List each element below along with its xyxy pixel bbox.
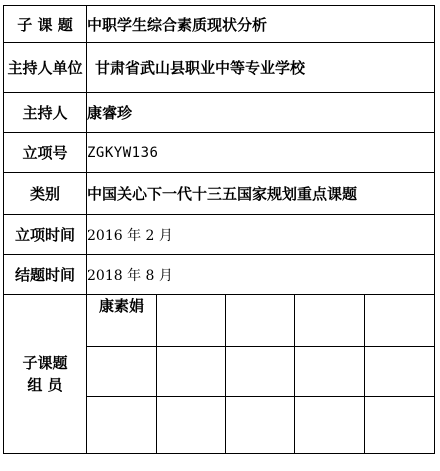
value-host: 康睿珍: [87, 93, 435, 133]
label-start-date: 立项时间: [4, 215, 87, 255]
member-cell-empty: [365, 347, 435, 397]
value-subtopic: 中职学生综合素质现状分析: [87, 6, 435, 43]
member-cell-empty: [365, 397, 435, 454]
label-group-members-line2: 组 员: [27, 376, 63, 394]
member-cell-empty: [87, 347, 157, 397]
label-host-unit: 主持人单位: [4, 43, 87, 93]
row-host: [4, 93, 435, 133]
row-project-number: [4, 133, 435, 173]
label-end-date: 结题时间: [4, 255, 87, 295]
member-cell-empty: [87, 397, 157, 454]
value-category: 中国关心下一代十三五国家规划重点课题: [87, 173, 435, 215]
member-cell-empty: [295, 295, 365, 347]
value-start-date: 2016 年 2 月: [87, 215, 435, 255]
value-host-unit: 甘肃省武山县职业中等专业学校: [87, 43, 435, 93]
row-category: [4, 173, 435, 215]
row-host-unit: [4, 43, 435, 93]
row-subtopic: [4, 6, 435, 43]
label-group-members-line1: 子课题: [22, 354, 68, 372]
member-cell-empty: [226, 397, 295, 454]
member-cell: 康素娟: [87, 295, 157, 347]
label-category: 类别: [4, 173, 87, 215]
label-project-number: 立项号: [4, 133, 87, 173]
project-info-table: [3, 5, 435, 454]
label-host: 主持人: [4, 93, 87, 133]
member-cell-empty: [157, 347, 226, 397]
label-group-members: [4, 295, 87, 454]
member-cell-empty: [226, 295, 295, 347]
members-row-1: [4, 295, 435, 347]
label-subtopic: 子 课 题: [4, 6, 87, 43]
row-end-date: [4, 255, 435, 295]
member-cell-empty: [365, 295, 435, 347]
member-cell-empty: [157, 295, 226, 347]
member-cell-empty: [226, 347, 295, 397]
value-end-date: 2018 年 8 月: [87, 255, 435, 295]
member-cell-empty: [295, 347, 365, 397]
row-start-date: [4, 215, 435, 255]
member-cell-empty: [295, 397, 365, 454]
member-cell-empty: [157, 397, 226, 454]
value-project-number: ZGKYW136: [87, 133, 435, 173]
